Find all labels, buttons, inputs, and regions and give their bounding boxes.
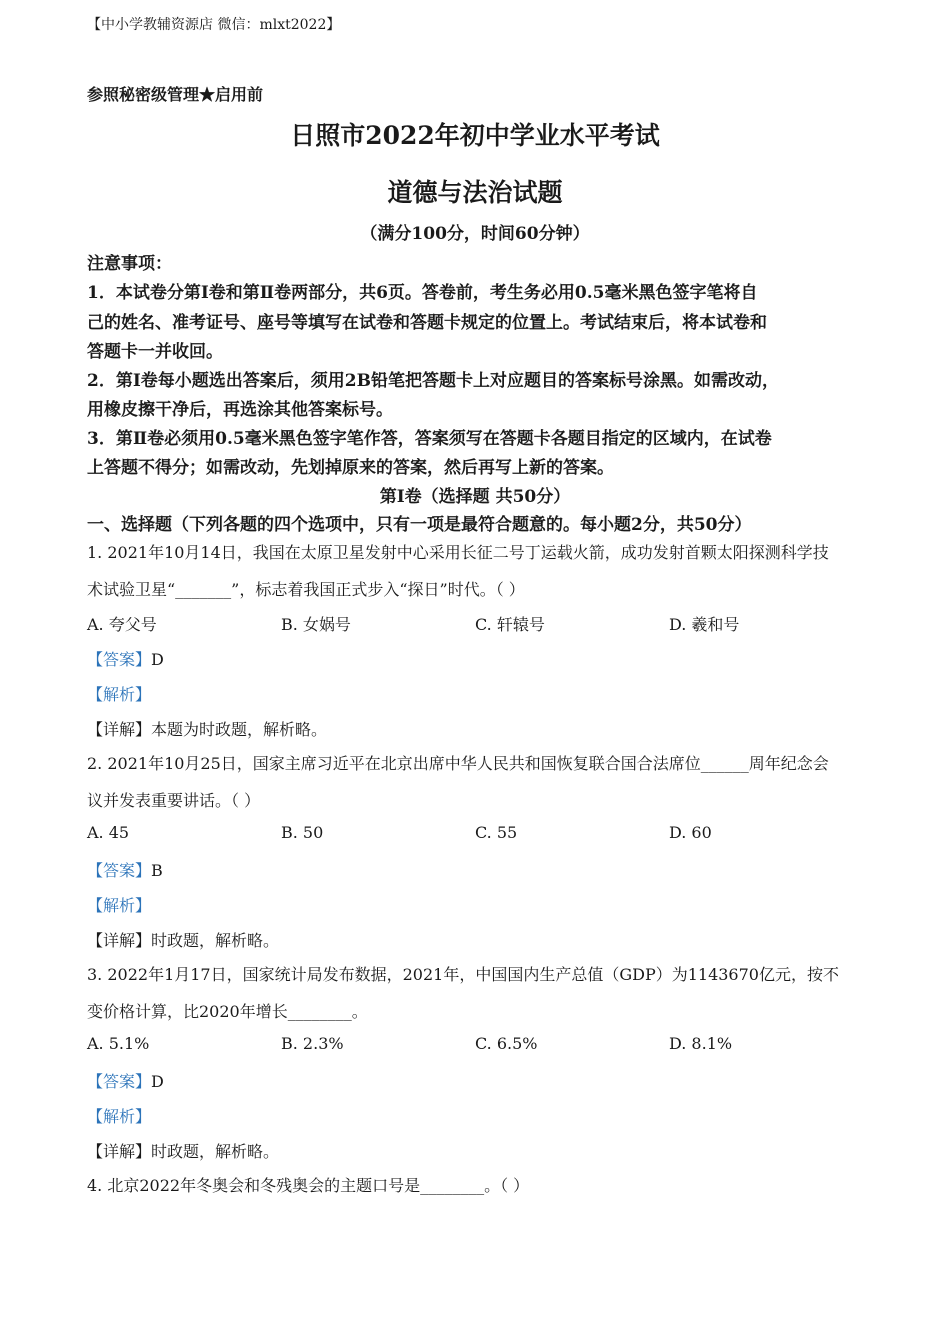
question-2-text: 2. 2021年10月25日，国家主席习近平在北京出席中华人民共和国恢复联合国合法席位______周年纪念会 [87,754,829,773]
answer-label: 【答案】 [87,650,152,669]
question-1-option-c: C. 轩辕号 [475,615,545,634]
question-3-option-a: A. 5.1% [87,1034,150,1053]
question-3-detail [87,1139,279,1162]
exam-title: 日照市2022年初中学业水平考试 [290,121,660,150]
question-1-option-d: D. 羲和号 [669,615,740,634]
question-3-text: 变价格计算，比2020年增长________。 [87,1002,368,1021]
detail-text: 时政题，解析略。 [151,1142,280,1161]
notice-line: 2．第Ⅰ卷每小题选出答案后，须用2B铅笔把答题卡上对应题目的答案标号涂黑。如需改动， [87,371,779,391]
question-2-option-a: A. 45 [87,823,130,842]
notice-line: 己的姓名、准考证号、座号等填写在试卷和答题卡规定的位置上。考试结束后，将本试卷和 [87,313,767,333]
analysis-label: 【解析】 [87,1107,152,1126]
question-2-text: 议并发表重要讲话。（ ） [87,791,261,810]
volume-heading: 第Ⅰ卷（选择题 共50分） [379,487,571,507]
notice-line: 用橡皮擦干净后，再选涂其他答案标号。 [87,400,393,420]
notice-title: 注意事项： [87,254,172,274]
question-2-answer [87,858,163,881]
answer-value: B [151,861,163,880]
shop-header: 【中小学教辅资源店 微信：mlxt2022】 [87,17,341,33]
question-2-option-d: D. 60 [669,823,712,842]
question-4-text: 4. 北京2022年冬奥会和冬残奥会的主题口号是________。（ ） [87,1176,530,1195]
detail-label: 【详解】 [87,1142,152,1161]
question-2-analysis [87,893,151,916]
question-2-detail [87,928,279,951]
analysis-label: 【解析】 [87,896,152,915]
notice-line: 1．本试卷分第Ⅰ卷和第Ⅱ卷两部分，共6页。答卷前，考生务必用0.5毫米黑色签字笔将自 [87,283,758,303]
question-3-analysis [87,1104,151,1127]
analysis-label: 【解析】 [87,685,152,704]
secret-level: 参照秘密级管理★启用前 [87,85,264,104]
notice-line: 3．第Ⅱ卷必须用0.5毫米黑色签字笔作答，答案须写在答题卡各题目指定的区域内，在试卷 [87,429,772,449]
answer-value: D [151,650,164,669]
score-time: （满分100分，时间60分钟） [360,224,590,244]
question-3-option-c: C. 6.5% [475,1034,538,1053]
answer-value: D [151,1072,164,1091]
question-1-analysis [87,682,151,705]
question-1-text: 术试验卫星“_______”，标志着我国正式步入“探日”时代。（ ） [87,580,525,599]
question-3-answer [87,1069,164,1092]
question-1-option-b: B. 女娲号 [281,615,351,634]
detail-text: 时政题，解析略。 [151,931,280,950]
question-1-option-a: A. 夸父号 [87,615,157,634]
detail-text: 本题为时政题，解析略。 [151,720,328,739]
subject-title: 道德与法治试题 [387,178,563,207]
question-2-option-c: C. 55 [475,823,518,842]
question-1-text: 1. 2021年10月14日，我国在太原卫星发射中心采用长征二号丁运载火箭，成功发射首颗太阳探测科学技 [87,543,829,562]
question-3-option-d: D. 8.1% [669,1034,733,1053]
question-1-detail [87,717,327,740]
notice-line: 上答题不得分；如需改动，先划掉原来的答案，然后再写上新的答案。 [87,458,614,478]
answer-label: 【答案】 [87,861,152,880]
answer-label: 【答案】 [87,1072,152,1091]
question-1-answer [87,647,164,670]
detail-label: 【详解】 [87,931,152,950]
question-2-option-b: B. 50 [281,823,324,842]
notice-line: 答题卡一并收回。 [87,342,223,362]
section-heading: 一、选择题（下列各题的四个选项中，只有一项是最符合题意的。每小题2分，共50分） [87,515,752,535]
question-3-option-b: B. 2.3% [281,1034,344,1053]
detail-label: 【详解】 [87,720,152,739]
question-3-text: 3. 2022年1月17日，国家统计局发布数据，2021年，中国国内生产总值（GDP）为1143670亿元，按不 [87,965,839,984]
